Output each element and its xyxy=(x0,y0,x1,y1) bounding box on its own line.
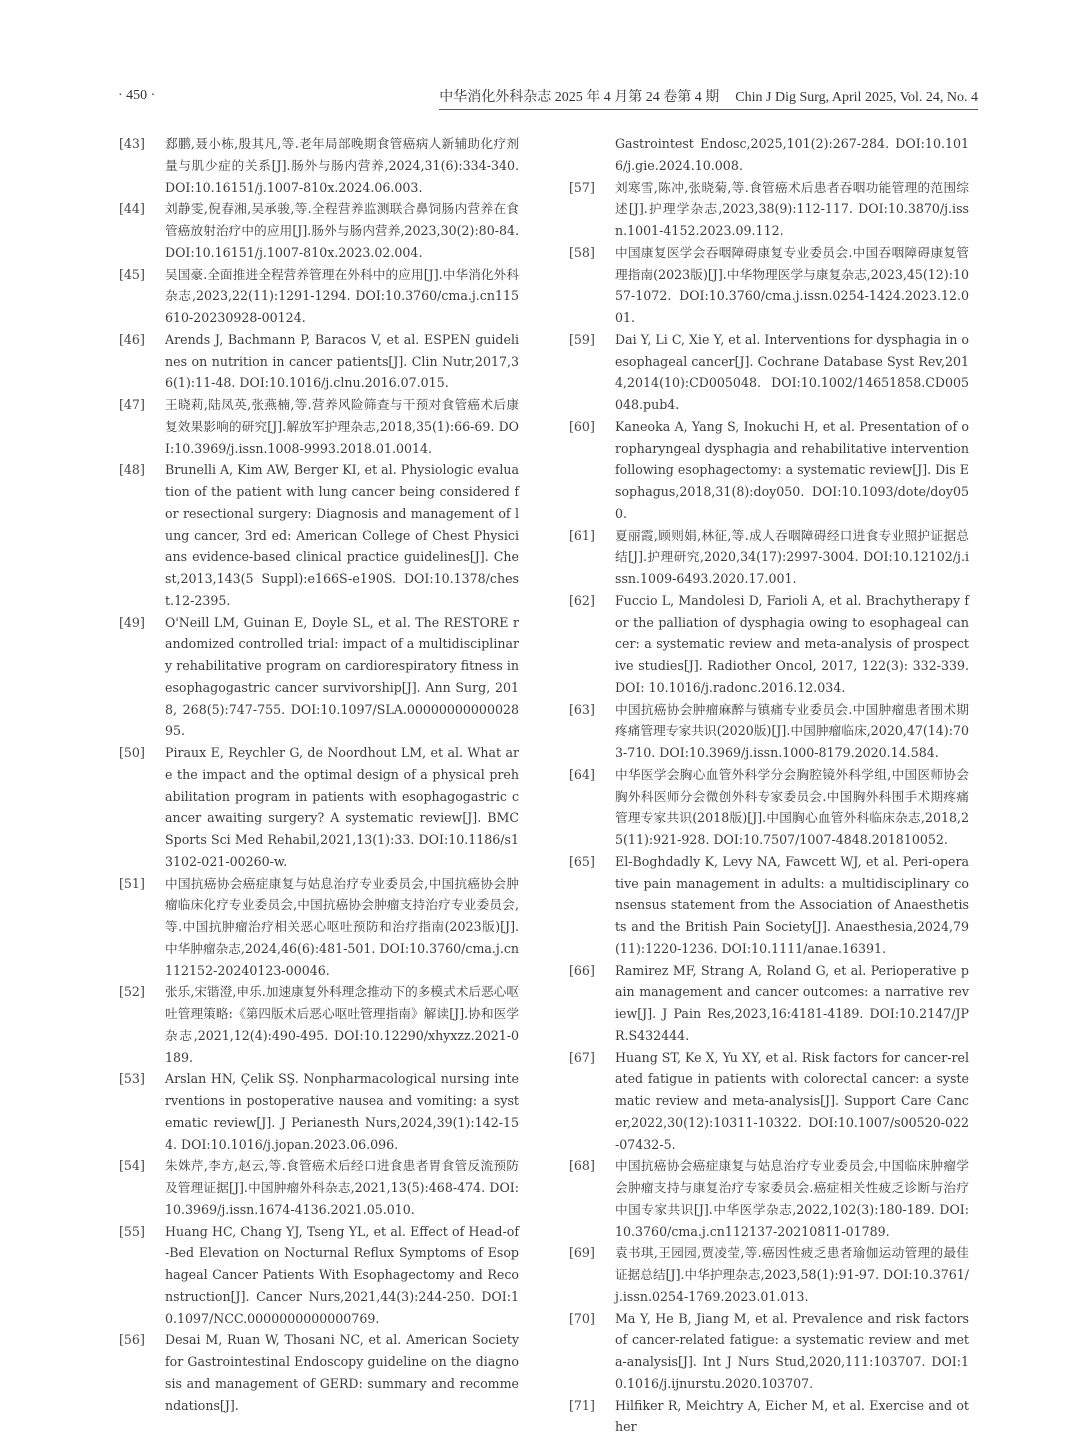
reference-text: Huang ST, Ke X, Yu XY, et al. Risk factors for cancer-related fatigue in patients with colorectal cancer: a systematic review and meta-analysis[J]. Support Care Cancer,2022,30(12):10311-10322. DOI:10.1007/s00520-022-07432-5. xyxy=(615,1049,969,1152)
reference-number: [62] xyxy=(569,592,595,608)
reference-text: 王晓莉,陆凤英,张燕楠,等.营养风险筛查与干预对食管癌术后康复效果影响的研究[J].解放军护理杂志,2018,35(1):66-69. DOI:10.3969/j.issn.1008-9993.2018.01.0014. xyxy=(165,397,519,456)
reference-number: [70] xyxy=(569,1310,595,1326)
journal-title-cn: 中华消化外科杂志 2025 年 4 月第 24 卷第 4 期 xyxy=(439,90,720,105)
reference-text: 刘静雯,倪春湘,吴承骏,等.全程营养监测联合鼻饲肠内营养在食管癌放射治疗中的应用[J].肠外与肠内营养,2023,30(2):80-84. DOI:10.16151/j.1007-810x.2023.02.004. xyxy=(165,201,519,260)
reference-text: Hilfiker R, Meichtry A, Eicher M, et al. Exercise and other xyxy=(615,1397,969,1435)
reference-number: [46] xyxy=(119,331,145,347)
reference-item xyxy=(569,851,969,960)
reference-number: [55] xyxy=(119,1223,145,1239)
reference-item xyxy=(119,873,519,982)
reference-number: [64] xyxy=(569,766,595,782)
reference-text: Gastrointest Endosc,2025,101(2):267-284. DOI:10.1016/j.gie.2024.10.008. xyxy=(615,136,969,173)
reference-number: [71] xyxy=(569,1397,595,1413)
reference-number: [48] xyxy=(119,462,145,478)
reference-text: O'Neill LM, Guinan E, Doyle SL, et al. The RESTORE randomized controlled trial: impact of a multidisciplinary rehabilitative program on cardiorespiratory fitness in esophagogastric cancer survivorship[J]. Ann Surg, 2018, 268(5):747-755. DOI:10.1097/SLA.0000000000002895. xyxy=(165,614,519,739)
reference-text: Kaneoka A, Yang S, Inokuchi H, et al. Presentation of oropharyngeal dysphagia and rehabilitative intervention following esophagectomy: a systematic review[J]. Dis Esophagus,2018,31(8):doy050. DOI:10.1093/dote/doy050. xyxy=(615,418,969,521)
reference-text: Huang HC, Chang YJ, Tseng YL, et al. Effect of Head-of-Bed Elevation on Nocturnal Reflux Symptoms of Esophageal Cancer Patients With Esophagectomy and Reconstruction[J]. Cancer Nurs,2021,44(3):244-250. DOI:10.1097/NCC.0000000000000769. xyxy=(165,1223,519,1326)
reference-number: [56] xyxy=(119,1332,145,1348)
reference-item xyxy=(119,329,519,394)
reference-text: Ma Y, He B, Jiang M, et al. Prevalence and risk factors of cancer-related fatigue: a systematic review and meta-analysis[J]. Int J Nurs Stud,2020,111:103707. DOI:10.1016/j.ijnurstu.2020.103707. xyxy=(615,1310,969,1391)
reference-text: 朱姝芹,李方,赵云,等.食管癌术后经口进食患者胃食管反流预防及管理证据[J].中国肿瘤外科杂志,2021,13(5):468-474. DOI:10.3969/j.issn.1674-4136.2021.05.010. xyxy=(165,1158,519,1217)
reference-item xyxy=(569,1308,969,1395)
reference-number: [53] xyxy=(119,1071,145,1087)
reference-item xyxy=(119,981,519,1068)
reference-item xyxy=(119,198,519,263)
page-number: · 450 · xyxy=(118,88,156,103)
reference-column-right xyxy=(569,133,969,1438)
reference-number: [68] xyxy=(569,1158,595,1174)
reference-item xyxy=(569,1395,969,1439)
reference-item xyxy=(119,742,519,873)
reference-text: 中国抗癌协会肿瘤麻醉与镇痛专业委员会.中国肿瘤患者围术期疼痛管理专家共识(2020版)[J].中国肿瘤临床,2020,47(14):703-710. DOI:10.3969/j.issn.1000-8179.2020.14.584. xyxy=(615,701,969,760)
running-header xyxy=(118,84,978,110)
reference-number: [65] xyxy=(569,853,595,869)
reference-text: Brunelli A, Kim AW, Berger KI, et al. Physiologic evaluation of the patient with lung cancer being considered for resectional surgery: Diagnosis and management of lung cancer, 3rd ed: American College of Chest Physicians evidence-based clinical practice guidelines[J]. Chest,2013,143(5 Suppl):e166S-e190S. DOI:10.1378/chest.12-2395. xyxy=(165,462,519,608)
reference-number: [57] xyxy=(569,179,595,195)
reference-text: Dai Y, Li C, Xie Y, et al. Interventions for dysphagia in oesophageal cancer[J]. Cochrane Database Syst Rev,2014,2014(10):CD005048. DOI:10.1002/14651858.CD005048.pub4. xyxy=(615,331,969,412)
reference-item xyxy=(569,329,969,416)
reference-item xyxy=(119,1329,519,1416)
reference-text: 刘寒雪,陈冲,张晓菊,等.食管癌术后患者吞咽功能管理的范围综述[J].护理学杂志,2023,38(9):112-117. DOI:10.3870/j.issn.1001-4152.2023.09.112. xyxy=(615,179,969,238)
reference-text: 中国康复医学会吞咽障碍康复专业委员会.中国吞咽障碍康复管理指南(2023版)[J].中华物理医学与康复杂志,2023,45(12):1057-1072. DOI:10.3760/cma.j.issn.0254-1424.2023.12.001. xyxy=(615,244,969,325)
reference-text: Ramirez MF, Strang A, Roland G, et al. Perioperative pain management and cancer outcomes: a narrative review[J]. J Pain Res,2023,16:4181-4189. DOI:10.2147/JPR.S432444. xyxy=(615,962,969,1043)
reference-item xyxy=(119,1155,519,1220)
reference-item xyxy=(119,612,519,743)
reference-number: [43] xyxy=(119,136,145,151)
reference-item xyxy=(569,1155,969,1242)
reference-number: [63] xyxy=(569,701,595,717)
reference-text: Piraux E, Reychler G, de Noordhout LM, et al. What are the impact and the optimal design of a physical prehabilitation program in patients with esophagogastric cancer awaiting surgery? A systematic review[J]. BMC Sports Sci Med Rehabil,2021,13(1):33. DOI:10.1186/s13102-021-00260-w. xyxy=(165,745,519,869)
reference-number: [50] xyxy=(119,745,145,760)
reference-text: 张乐,宋锴澄,申乐.加速康复外科理念推动下的多模式术后恶心呕吐管理策略:《第四版术后恶心呕吐管理指南》解读[J].协和医学杂志,2021,12(4):490-495. DOI:10.12290/xhyxzz.2021-0189. xyxy=(165,984,519,1065)
reference-item xyxy=(569,177,969,242)
reference-item xyxy=(569,416,969,525)
reference-item xyxy=(569,764,969,851)
reference-text: 吴国豪.全面推进全程营养管理在外科中的应用[J].中华消化外科杂志,2023,22(11):1291-1294. DOI:10.3760/cma.j.cn115610-20230928-00124. xyxy=(165,266,519,325)
reference-number: [49] xyxy=(119,614,145,630)
reference-text: 郄鹏,聂小栋,殷其凡,等.老年局部晚期食管癌病人新辅助化疗剂量与肌少症的关系[J].肠外与肠内营养,2024,31(6):334-340. DOI:10.16151/j.1007-810x.2024.06.003. xyxy=(165,136,519,195)
journal-citation-line xyxy=(439,86,978,110)
reference-item xyxy=(119,264,519,329)
reference-number: [54] xyxy=(119,1158,145,1174)
reference-text: Arends J, Bachmann P, Baracos V, et al. ESPEN guidelines on nutrition in cancer patients[J]. Clin Nutr,2017,36(1):11-48. DOI:10.1016/j.clnu.2016.07.015. xyxy=(165,331,519,391)
reference-item xyxy=(569,699,969,764)
reference-column-left xyxy=(119,133,519,1416)
reference-item xyxy=(119,394,519,459)
reference-text: 中国抗癌协会癌症康复与姑息治疗专业委员会,中国抗癌协会肿瘤临床化疗专业委员会,中国抗癌协会肿瘤支持治疗专业委员会,等.中国抗肿瘤治疗相关恶心呕吐预防和治疗指南(2023版)[J].中华肿瘤杂志,2024,46(6):481-501. DOI:10.3760/cma.j.cn112152-20240123-00046. xyxy=(165,875,519,978)
reference-number: [67] xyxy=(569,1049,595,1065)
journal-title-en: Chin J Dig Surg, April 2025, Vol. 24, No. 4 xyxy=(735,90,978,105)
reference-number: [45] xyxy=(119,266,145,282)
reference-item xyxy=(119,459,519,611)
reference-number: [66] xyxy=(569,962,595,978)
reference-text: Desai M, Ruan W, Thosani NC, et al. American Society for Gastrointestinal Endoscopy guideline on the diagnosis and management of GERD: summary and recommendations[J]. xyxy=(165,1332,519,1413)
reference-number: [51] xyxy=(119,875,145,891)
reference-number: [61] xyxy=(569,527,595,543)
reference-item xyxy=(569,590,969,699)
reference-number: [59] xyxy=(569,331,595,347)
reference-continuation xyxy=(569,133,969,177)
reference-item xyxy=(569,1047,969,1156)
reference-text: Arslan HN, Çelik SŞ. Nonpharmacological nursing interventions in postoperative nausea and vomiting: a systematic review[J]. J Perianesth Nurs,2024,39(1):142-154. DOI:10.1016/j.jopan.2023.06.096. xyxy=(165,1071,519,1152)
reference-number: [69] xyxy=(569,1245,595,1261)
reference-item xyxy=(119,133,519,198)
reference-item xyxy=(119,1068,519,1155)
reference-item xyxy=(569,960,969,1047)
reference-text: Fuccio L, Mandolesi D, Farioli A, et al. Brachytherapy for the palliation of dysphagia owing to esophageal cancer: a systematic review and meta-analysis of prospective studies[J]. Radiother Oncol, 2017, 122(3): 332-339. DOI: 10.1016/j.radonc.2016.12.034. xyxy=(615,592,969,695)
reference-number: [44] xyxy=(119,201,145,217)
reference-item xyxy=(569,1242,969,1307)
reference-number: [52] xyxy=(119,984,145,1000)
reference-item xyxy=(569,242,969,329)
reference-text: 袁书琪,王园园,贾凌莹,等.癌因性疲乏患者瑜伽运动管理的最佳证据总结[J].中华护理杂志,2023,58(1):91-97. DOI:10.3761/j.issn.0254-1769.2023.01.013. xyxy=(615,1245,969,1304)
reference-text: El-Boghdadly K, Levy NA, Fawcett WJ, et al. Peri-operative pain management in adults: a multidisciplinary consensus statement from the Association of Anaesthetists and the British Pain Society[J]. Anaesthesia,2024,79(11):1220-1236. DOI:10.1111/anae.16391. xyxy=(615,853,969,956)
reference-item xyxy=(569,525,969,590)
reference-item xyxy=(119,1221,519,1330)
reference-text: 中华医学会胸心血管外科学分会胸腔镜外科学组,中国医师协会胸外科医师分会微创外科专家委员会.中国胸外科围手术期疼痛管理专家共识(2018版)[J].中国胸心血管外科临床杂志,2018,25(11):921-928. DOI:10.7507/1007-4848.201810052. xyxy=(615,766,969,847)
reference-text: 夏丽霞,顾则娟,林征,等.成人吞咽障碍经口进食专业照护证据总结[J].护理研究,2020,34(17):2997-3004. DOI:10.12102/j.issn.1009-6493.2020.17.001. xyxy=(615,527,969,586)
reference-text: 中国抗癌协会癌症康复与姑息治疗专业委员会,中国临床肿瘤学会肿瘤支持与康复治疗专家委员会.癌症相关性疲乏诊断与治疗中国专家共识[J].中华医学杂志,2022,102(3):180-189. DOI:10.3760/cma.j.cn112137-20210811-01789. xyxy=(615,1158,969,1239)
reference-number: [47] xyxy=(119,397,145,412)
reference-number: [58] xyxy=(569,244,595,260)
reference-number: [60] xyxy=(569,418,595,434)
